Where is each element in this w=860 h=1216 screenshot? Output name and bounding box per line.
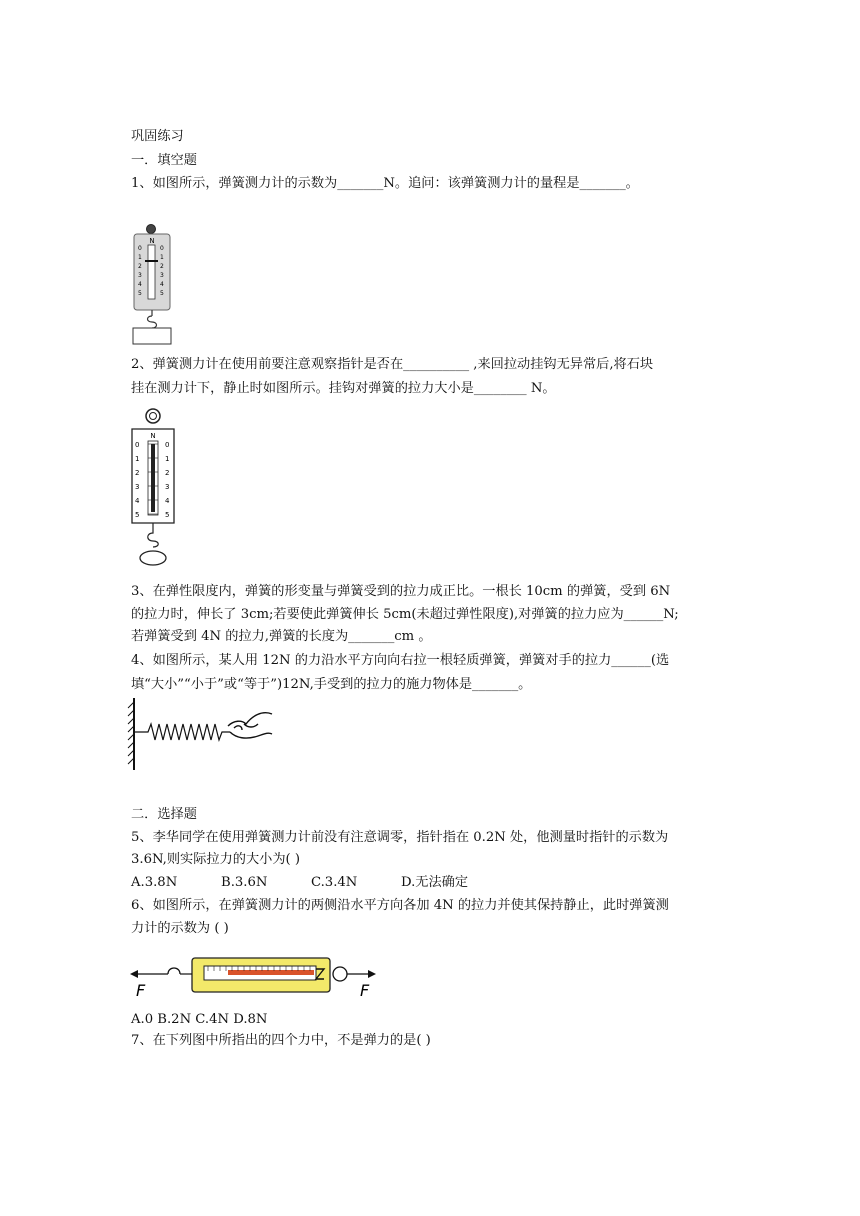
- svg-text:1: 1: [138, 254, 142, 261]
- left-hook: [168, 968, 180, 974]
- svg-text:0: 0: [165, 441, 170, 449]
- svg-text:3: 3: [135, 483, 140, 491]
- question-6-line-1: 6、如图所示，在弹簧测力计的两侧沿水平方向各加 4N 的拉力并使其保持静止，此时弹簧测: [131, 898, 669, 913]
- svg-text:2: 2: [160, 263, 164, 270]
- svg-text:5: 5: [165, 511, 170, 519]
- svg-text:4: 4: [165, 497, 170, 505]
- question-5-line-2: 3.6N,则实际拉力的大小为( ): [131, 852, 301, 867]
- spring: [134, 724, 230, 740]
- scale-indicator: [228, 970, 314, 975]
- question-5-option-b: B.3.6N: [221, 875, 268, 890]
- svg-text:5: 5: [138, 290, 142, 297]
- question-4-line-1: 4、如图所示，某人用 12N 的力沿水平方向向右拉一根轻质弹簧，弹簧对手的拉力______(选: [131, 653, 670, 668]
- section-fill-blank: 一．填空题: [131, 153, 197, 168]
- question-5-option-d: D.无法确定: [401, 875, 469, 890]
- question-3-line-1: 3、在弹性限度内，弹簧的形变量与弹簧受到的拉力成正比。一根长 10cm 的弹簧，受到 6N: [131, 584, 671, 599]
- question-6-line-2: 力计的示数为 ( ): [131, 921, 229, 936]
- question-6-options: A.0 B.2N C.4N D.8N: [131, 1012, 268, 1027]
- svg-text:5: 5: [135, 511, 140, 519]
- svg-text:5: 5: [160, 290, 164, 297]
- question-5-line-1: 5、李华同学在使用弹簧测力计前没有注意调零，指针指在 0.2N 处，他测量时指针的示数为: [131, 830, 669, 845]
- svg-text:1: 1: [135, 455, 140, 463]
- hook-ring: [147, 225, 156, 234]
- question-2-spring-scale-figure: [128, 407, 178, 567]
- svg-text:0: 0: [135, 441, 140, 449]
- svg-text:1: 1: [160, 254, 164, 261]
- top-ring: [146, 409, 160, 423]
- left-force-label: F: [136, 981, 146, 1000]
- svg-text:2: 2: [135, 469, 140, 477]
- svg-text:4: 4: [135, 497, 140, 505]
- svg-text:4: 4: [160, 281, 164, 288]
- section-multiple-choice: 二．选择题: [131, 807, 197, 822]
- svg-text:3: 3: [160, 272, 164, 279]
- question-4-hand-pulling-spring-figure: [126, 694, 276, 774]
- question-3-line-3: 若弹簧受到 4N 的拉力,弹簧的长度为_______cm 。: [131, 629, 432, 644]
- question-3-line-2: 的拉力时，伸长了 3cm;若要使此弹簧伸长 5cm(未超过弹性限度),对弹簧的拉力应为______N;: [131, 607, 679, 622]
- svg-text:0: 0: [160, 245, 164, 252]
- svg-text:2: 2: [138, 263, 142, 270]
- question-2-line-1: 2、弹簧测力计在使用前要注意观察指针是否在__________ ,来回拉动挂钩无异常后,将石块: [131, 357, 654, 372]
- unit-label: N: [150, 432, 156, 440]
- question-7-text: 7、在下列图中所指出的四个力中，不是弹力的是( ): [131, 1033, 431, 1048]
- right-ring: [333, 967, 347, 981]
- question-5-option-c: C.3.4N: [311, 875, 358, 890]
- svg-text:0: 0: [138, 245, 142, 252]
- stone: [140, 551, 166, 565]
- question-2-line-2: 挂在测力计下，静止时如图所示。挂钩对弹簧的拉力大小是________ N。: [131, 381, 556, 396]
- svg-text:2: 2: [165, 469, 170, 477]
- question-1-text: 1、如图所示，弹簧测力计的示数为_______N。追问：该弹簧测力计的量程是_______。: [131, 176, 639, 191]
- page-title: 巩固练习: [131, 129, 184, 144]
- question-1-spring-scale-figure: [128, 222, 178, 346]
- question-5-option-a: A.3.8N: [131, 875, 178, 890]
- question-4-line-2: 填“大小”“小于”或“等于”)12N,手受到的拉力的施力物体是_______。: [131, 677, 532, 692]
- svg-text:4: 4: [138, 281, 142, 288]
- unit-label: N: [149, 237, 155, 245]
- svg-text:1: 1: [165, 455, 170, 463]
- hook: [148, 310, 157, 328]
- svg-text:3: 3: [165, 483, 170, 491]
- hand: [228, 713, 272, 738]
- right-force-label: F: [360, 981, 370, 1000]
- svg-text:3: 3: [138, 272, 142, 279]
- hook: [148, 523, 159, 547]
- hanging-block: [133, 328, 171, 344]
- scale-slot: [148, 245, 155, 299]
- spring-indicator: [151, 444, 155, 512]
- question-6-horizontal-spring-scale-figure: [128, 950, 378, 1008]
